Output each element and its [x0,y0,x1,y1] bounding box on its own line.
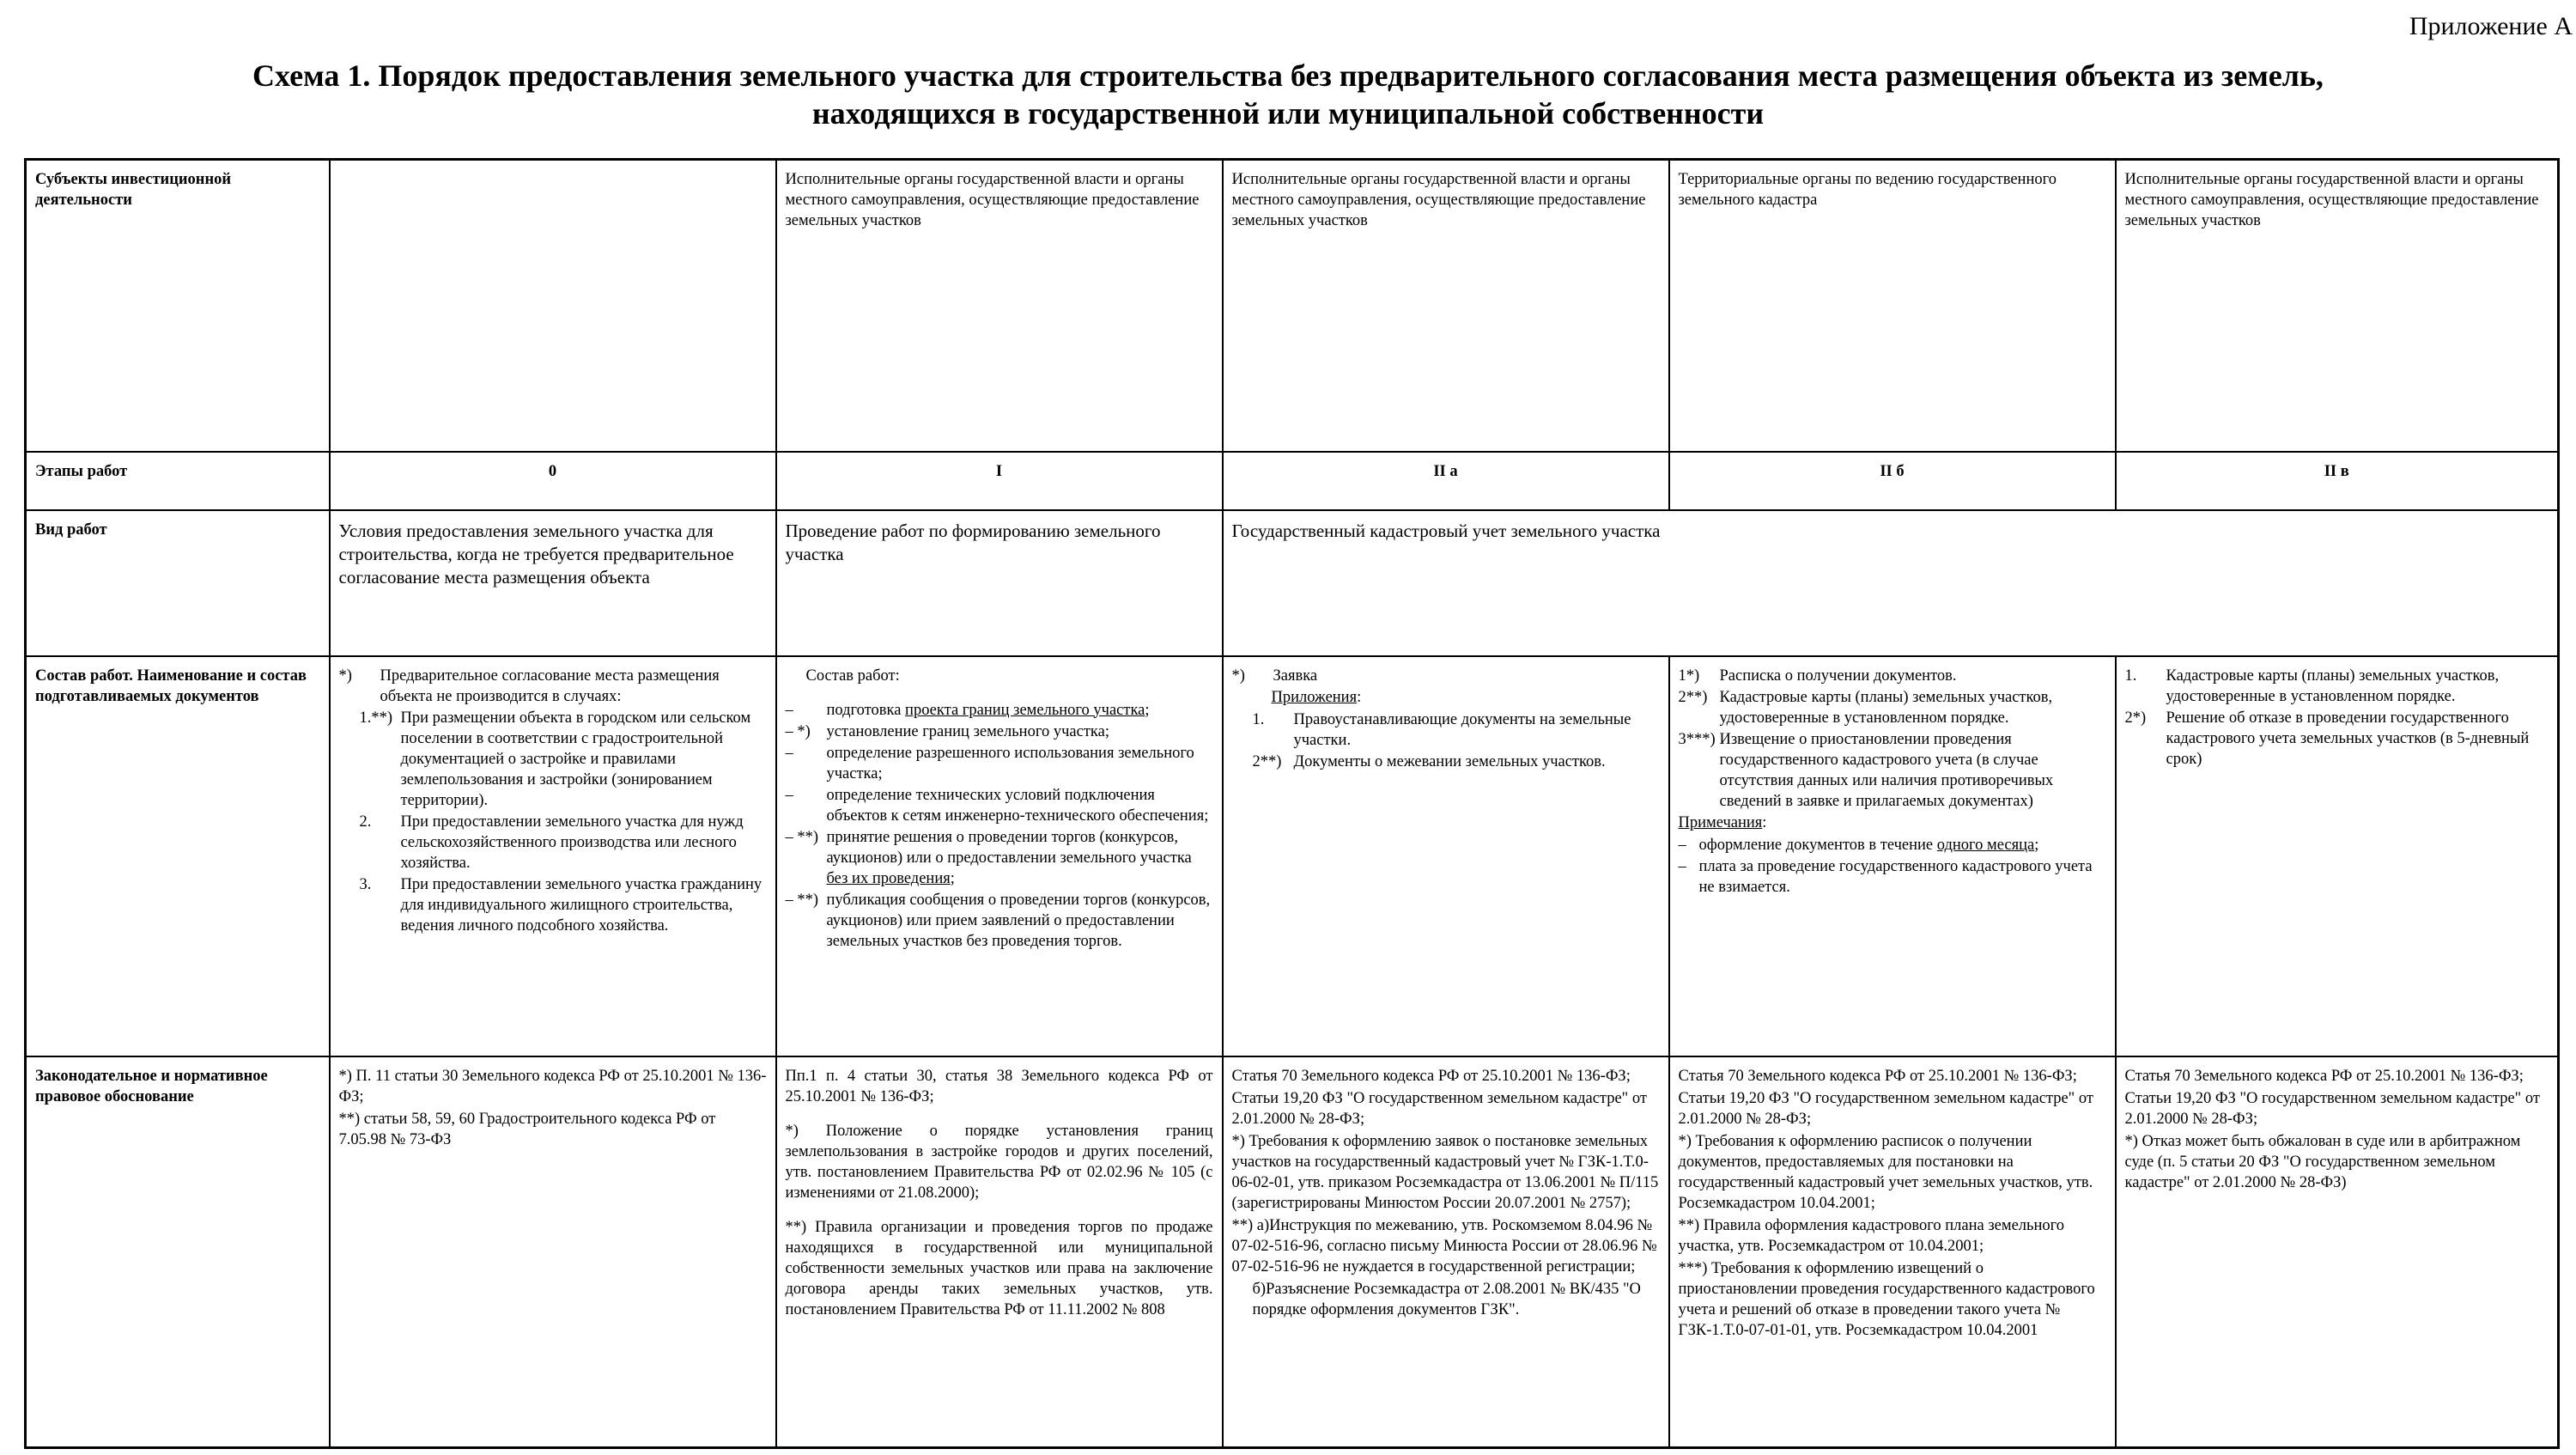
subjects-col-1: Исполнительные органы государственной власти и органы местного самоуправления, осуществляющие предоставление земельных участков [776,160,1223,452]
list-bullet: – **) [785,891,819,909]
appendices-label: Приложения [1271,688,1358,706]
composition-col-1 [776,656,1223,1056]
legal-ref: **) Правила организации и проведения торгов по продаже находящихся в государственной или муниципальной собственности земельных участков или права на заключение договора аренды таких земельных участков, утв. постановлением Правительства РФ от 11.11.2002 № 808 [785,1218,1213,1318]
list-item: При предоставлении земельного участка для нужд сельскохозяйственного производства или лесного хозяйства. [400,813,744,872]
text-run: определение разрешенного использования земельного участка; [826,744,1194,782]
legal-ref: Статьи 19,20 ФЗ "О государственном земельном кадастре" от 2.01.2000 № 28-ФЗ; [1678,1089,2093,1128]
list-item: Расписка о получении документов. [1719,667,1957,685]
page-title [0,57,2576,132]
list-item [1699,835,2106,855]
stage-2b: II б [1669,452,2116,510]
list-item-number: 2. [359,813,372,831]
text-run: ; [1145,701,1150,719]
list-item [827,700,1213,721]
legal-col-0 [330,1056,776,1448]
legal-ref: *) Требования к оформлению расписок о получении документов, предоставляемых для постановки на государственный кадастровый учет земельных участков, утв. Росземкадастром 10.04.2001; [1678,1132,2093,1212]
text-run: подготовка [826,701,906,719]
list-item: Кадастровые карты (планы) земельных участков, удостоверенные в установленном порядке. [1719,688,2053,727]
list-item [827,721,1213,742]
list-item [827,890,1213,952]
list-item-number: 3. [359,875,372,893]
composition-2-mark: *) [1231,667,1245,685]
row-label-composition: Состав работ. Наименование и состав подготавливаемых документов [26,656,330,1056]
stage-2c: II в [2116,452,2559,510]
legal-ref: Пп.1 п. 4 статьи 30, статья 38 Земельного кодекса РФ от 25.10.2001 № 136-ФЗ; [785,1067,1213,1105]
subjects-col-3: Территориальные органы по ведению государственного земельного кадастра [1669,160,2116,452]
legal-ref: *) П. 11 статьи 30 Земельного кодекса РФ от 25.10.2001 № 136-ФЗ; [338,1067,767,1105]
list-bullet: – **) [785,828,819,846]
text-run: ; [2034,836,2039,854]
text-run: оформление документов в течение [1698,836,1937,854]
list-item: При предоставлении земельного участка гражданину для индивидуального жилищного строительства, ведения личного подсобного хозяйства. [400,875,762,934]
list-item-number: 1*) [1678,667,1700,685]
stage-2a: II а [1223,452,1669,510]
underlined-text: одного месяца [1936,836,2035,854]
legal-ref: *) Положение о порядке установления границ землепользования в застройке городов и других поселений, утв. постановлением Правительства РФ от 02.02.96 № 105 (с изменениями от 21.08.2000); [785,1122,1213,1202]
legal-ref: **) а)Инструкция по межеванию, утв. Роскомземом 8.04.96 № 07-02-516-96, согласно письму Минюста России от 28.06.96 № 07-02-516-96 не нуждается в государственной регистрации; [1231,1216,1657,1275]
stage-0: 0 [330,452,776,510]
legal-ref: **) Правила оформления кадастрового плана земельного участка, утв. Росземкадастром от 10.04.2001; [1678,1216,2064,1255]
legal-ref: б)Разъяснение Росземкадастра от 2.08.2001 № ВК/435 "О порядке оформления документов ГЗК". [1252,1280,1641,1318]
list-bullet: – [785,744,793,762]
list-item [827,827,1213,889]
legal-col-4 [2116,1056,2559,1448]
subjects-col-4: Исполнительные органы государственной власти и органы местного самоуправления, осуществляющие предоставление земельных участков [2116,160,2559,452]
title-line-1: Схема 1. Порядок предоставления земельного участка для строительства без предварительного согласования места размещения объекта из земель, [252,58,2324,93]
legal-ref: *) Требования к оформлению заявок о постановке земельных участков на государственный кадастровый учет № ГЗК-1.Т.0-06-02-01, утв. приказом Росземкадастра от 13.06.2001 № П/115 (зарегистрированы Минюстом России 20.07.2001 № 2757); [1231,1132,1659,1212]
text-run: принятие решения о проведении торгов (конкурсов, аукционов) или о предоставлении земельного участка [826,828,1192,867]
list-item: Извещение о приостановлении проведения государственного кадастрового учета (в случае отсутствия данных или наличия противоречивых сведений в заявке и прилагаемых документах) [1719,730,2054,810]
list-item: При размещении объекта в городском или сельском поселении в соответствии с градостроительной документацией о застройке и правилами землепользования и застройки (зонированием территории). [400,709,751,809]
legal-ref: Статьи 19,20 ФЗ "О государственном земельном кадастре" от 2.01.2000 № 28-ФЗ; [2124,1089,2540,1128]
scheme-table [24,158,2560,1449]
legal-ref: ***) Требования к оформлению извещений о приостановлении проведения государственного кадастрового учета и решений об отказе в проведении такого учета № ГЗК-1.Т.0-07-01-01, утв. Росземкадастром 10.04.2001 [1678,1259,2095,1339]
legal-ref: Статьи 19,20 ФЗ "О государственном земельном кадастре" от 2.01.2000 № 28-ФЗ; [1231,1089,1647,1128]
underlined-text: без их проведения [826,869,951,887]
list-item: Правоустанавливающие документы на земельные участки. [1293,710,1631,749]
row-label-stages: Этапы работ [26,452,330,510]
list-item-number: 3***) [1678,730,1716,748]
work-type-col-2: Государственный кадастровый учет земельного участка [1223,510,2559,656]
legal-col-2 [1223,1056,1669,1448]
composition-1-heading: Состав работ: [805,667,900,685]
notes-label: Примечания [1678,813,1763,831]
composition-col-4 [2116,656,2559,1056]
stage-1: I [776,452,1223,510]
list-bullet: – [785,701,793,719]
list-item-number: 1.**) [359,709,393,727]
row-subjects [26,160,2559,452]
title-line-2: находящихся в государственной или муниципальной собственности [811,96,1765,131]
text-run: публикация сообщения о проведении торгов (конкурсов, аукционов) или прием заявлений о предоставлении земельных участков без проведения торгов. [826,891,1211,950]
row-legal [26,1056,2559,1448]
legal-ref: Статья 70 Земельного кодекса РФ от 25.10.2001 № 136-ФЗ; [2124,1067,2524,1085]
list-item [827,785,1213,826]
legal-col-1 [776,1056,1223,1448]
row-work-type [26,510,2559,656]
legal-ref: Статья 70 Земельного кодекса РФ от 25.10.2001 № 136-ФЗ; [1678,1067,2077,1085]
list-bullet: – [785,786,793,804]
list-item [827,743,1213,784]
composition-col-2: *) Заявка Приложения: 1. Правоустанавливающие документы на земельные участки. 2**) Документы о межевании земельных участков. [1223,656,1669,1056]
legal-ref: *) Отказ может быть обжалован в суде или в арбитражном суде (п. 5 статьи 20 ФЗ "О государственном земельном кадастре" от 2.01.2000 № 28-ФЗ) [2124,1132,2521,1191]
legal-col-3 [1669,1056,2116,1448]
list-item: Документы о межевании земельных участков. [1293,752,1606,770]
work-type-col-0: Условия предоставления земельного участка для строительства, когда не требуется предварительное согласование места размещения объекта [330,510,776,656]
text-run: установление границ земельного участка; [826,722,1109,740]
composition-2-title: Заявка [1273,667,1318,685]
list-item: плата за проведение государственного кадастрового учета не взимается. [1698,857,2093,896]
composition-0-mark: *) [338,667,352,685]
composition-col-3: 1*) Расписка о получении документов. 2**) Кадастровые карты (планы) земельных участков, удостоверенные в установленном порядке. 3***) Извещение о приостановлении проведения государственного кадастрового учета (в случае отсутствия данных или наличия противоречивых сведений в заявке и прилагаемых документах) Примечания: – оформление документов в течение одного месяца; – плата за проведение государственного кадастрового учета не взимается. [1669,656,2116,1056]
composition-0-intro: Предварительное согласование места размещения объекта не производится в случаях: [380,667,720,705]
row-label-work-type: Вид работ [26,510,330,656]
work-type-col-1: Проведение работ по формированию земельного участка [776,510,1223,656]
list-item-number: 2**) [1252,752,1282,770]
row-label-legal: Законодательное и нормативное правовое обоснование [26,1056,330,1448]
list-bullet: – [1678,836,1686,854]
list-item-number: 1. [2124,667,2137,685]
text-run: определение технических условий подключения объектов к сетям инженерно-технического обеспечения; [826,786,1209,825]
row-label-subjects: Субъекты инвестиционной деятельности [26,160,330,452]
list-item-number: 2**) [1678,688,1708,706]
subjects-col-2: Исполнительные органы государственной власти и органы местного самоуправления, осуществляющие предоставление земельных участков [1223,160,1669,452]
subjects-col-0 [330,160,776,452]
row-composition [26,656,2559,1056]
list-item-number: 1. [1252,710,1265,728]
list-item-number: 2*) [2124,709,2147,727]
text-run: ; [950,869,955,887]
legal-ref: **) статьи 58, 59, 60 Градостроительного кодекса РФ от 7.05.98 № 73-ФЗ [338,1110,716,1148]
row-stages [26,452,2559,510]
list-bullet: – [1678,857,1686,875]
list-bullet: – *) [785,722,811,740]
appendix-label: Приложение А [2409,12,2573,40]
list-item: Решение об отказе в проведении государственного кадастрового учета земельных участков (в 5-дневный срок) [2166,709,2530,768]
composition-col-0 [330,656,776,1056]
list-item: Кадастровые карты (планы) земельных участков, удостоверенные в установленном порядке. [2166,667,2500,705]
legal-ref: Статья 70 Земельного кодекса РФ от 25.10.2001 № 136-ФЗ; [1231,1067,1631,1085]
underlined-text: проекта границ земельного участка [905,701,1145,719]
